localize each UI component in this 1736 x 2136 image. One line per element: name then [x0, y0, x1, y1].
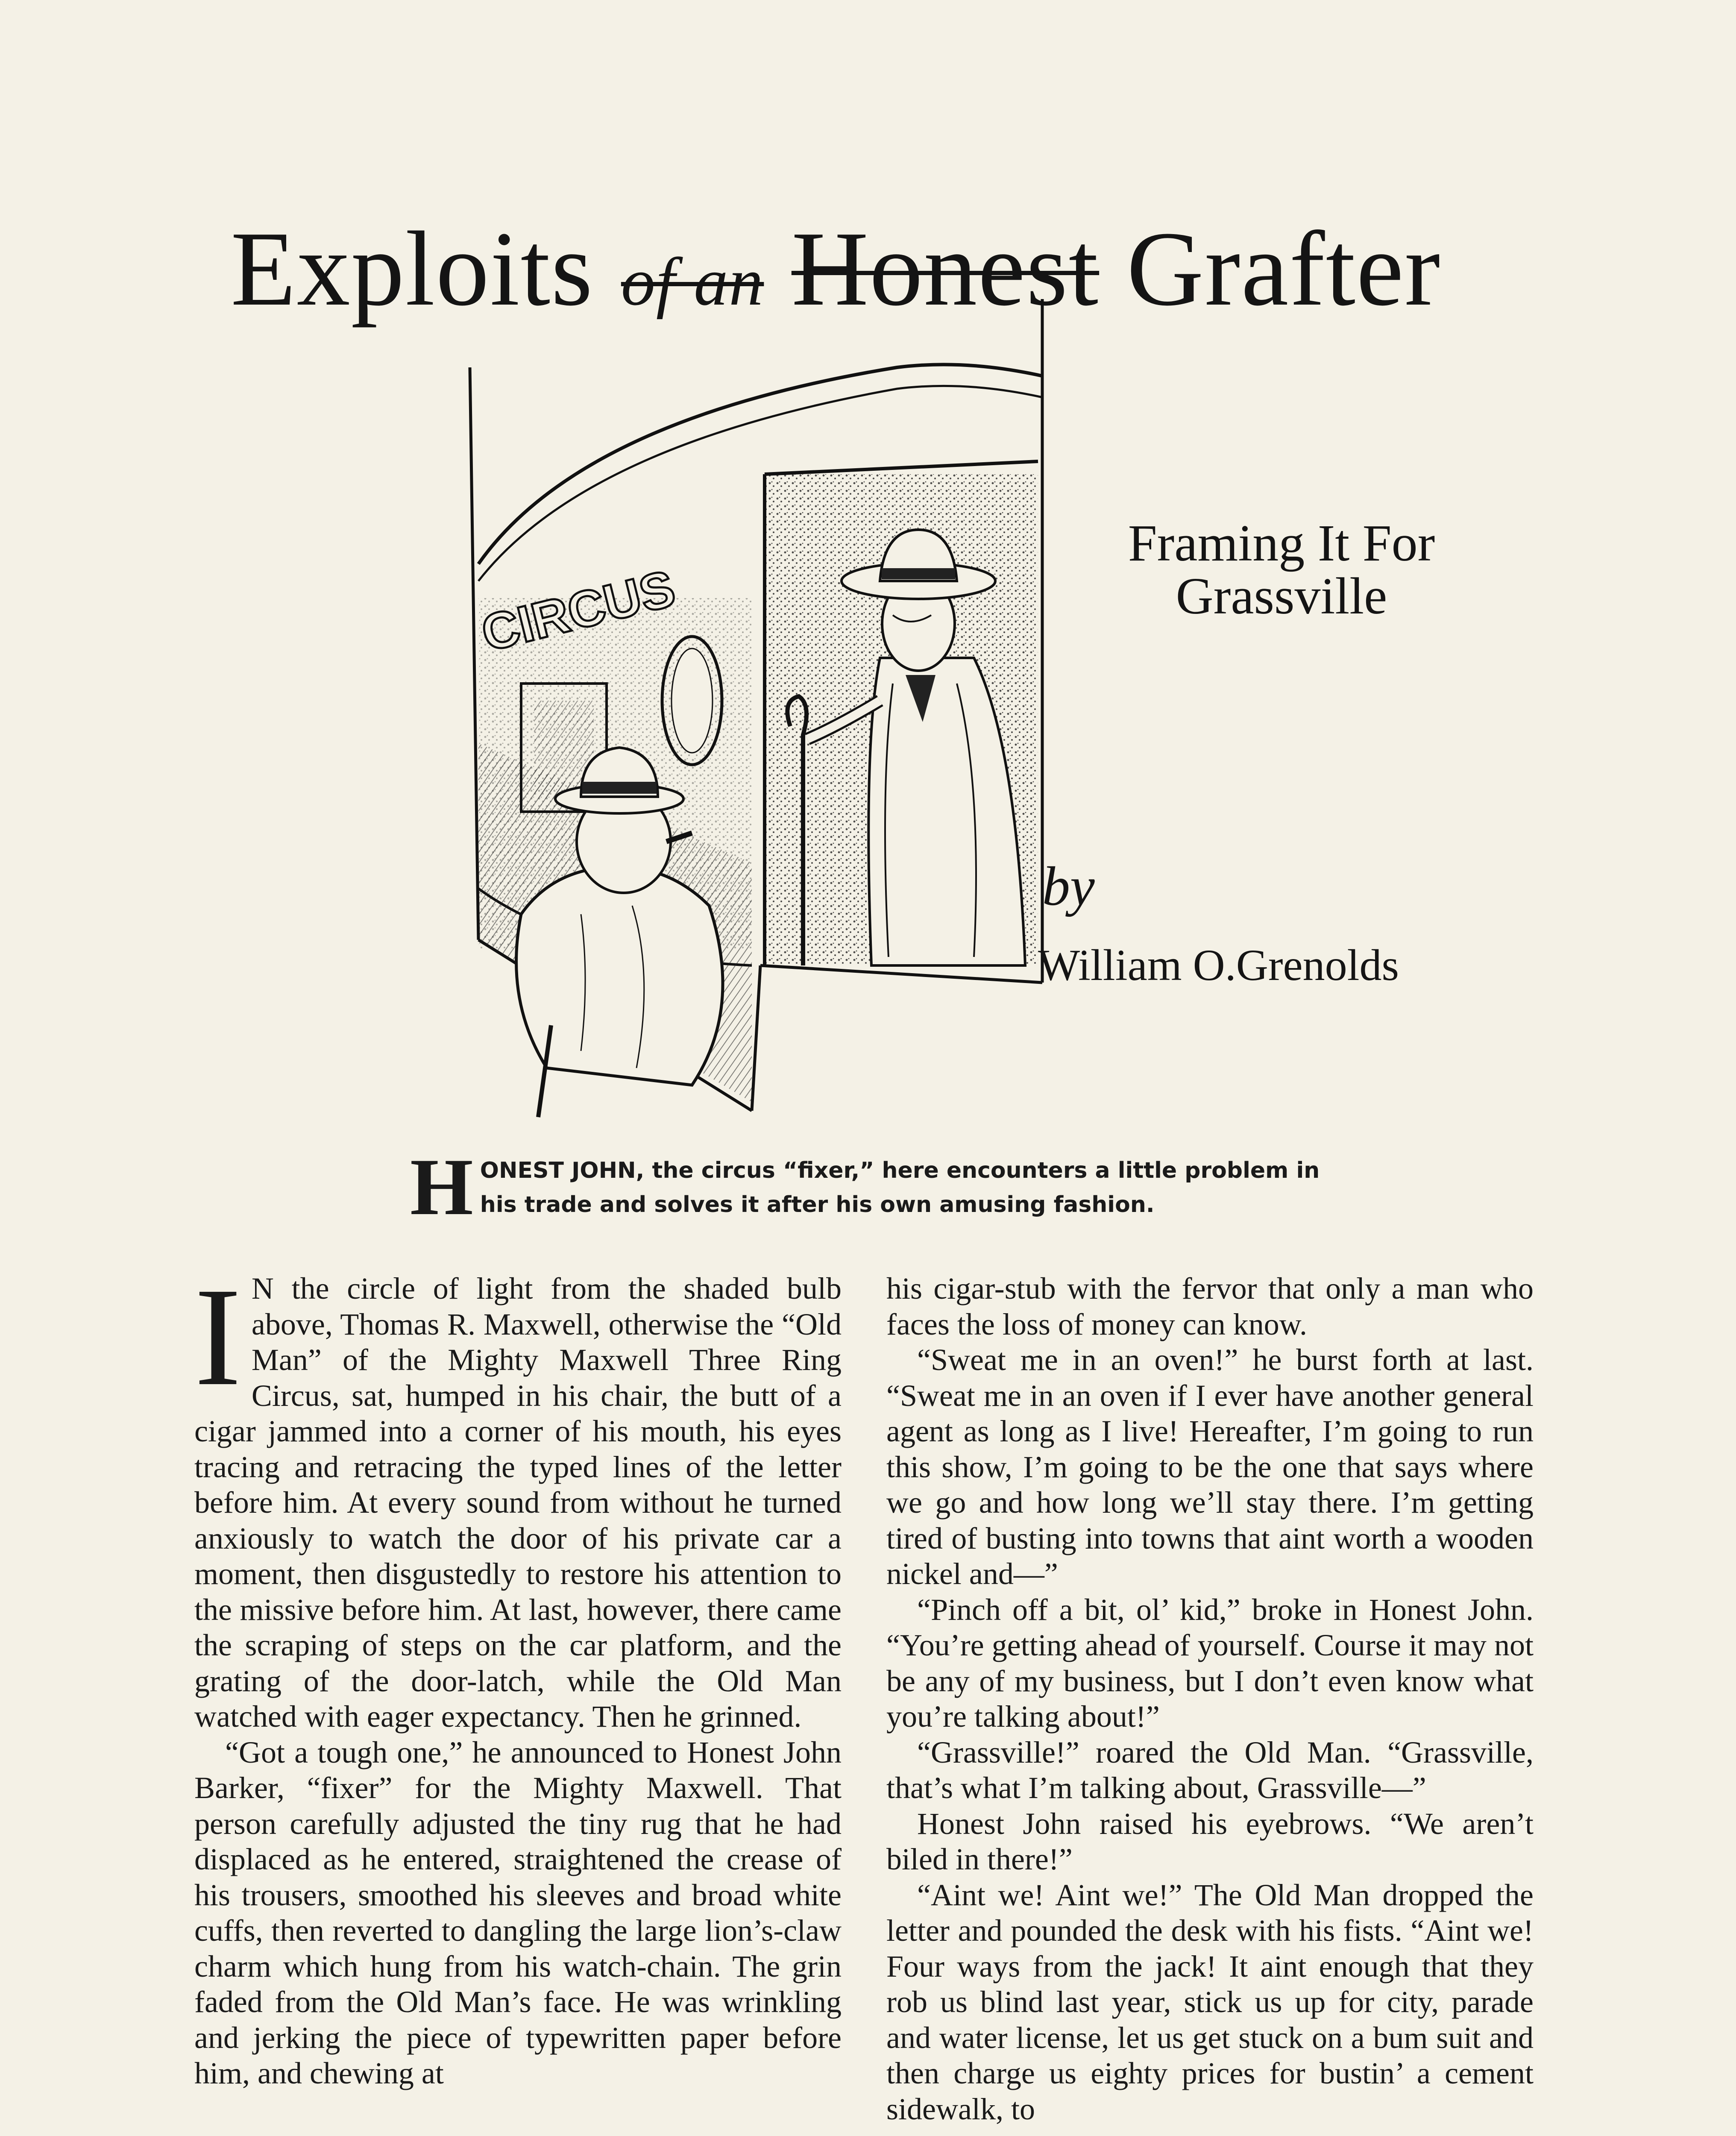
title-word-grafter: Grafter	[1126, 210, 1441, 328]
circus-car-illustration	[453, 273, 1059, 1119]
story-paragraph: “Grassville!” roared the Old Man. “Grassville, that’s what I’m talking about, Grassville—”	[886, 1735, 1534, 1805]
story-paragraph: “Sweat me in an oven!” he burst forth at last. “Sweat me in an oven if I ever have another general agent as long as I live! Hereafter, I’m going to run this show, I’m going to be the one that says where we go and how long we’ll stay there. I’m getting tired of busting into towns that aint worth a wooden nickel and—”	[886, 1343, 1534, 1591]
subtitle-line-2: Grassville	[1176, 567, 1387, 625]
byline-author: William O.Grenolds	[1038, 941, 1399, 990]
story-paragraph: Honest John raised his eyebrows. “We aren’t biled in there!”	[886, 1806, 1534, 1876]
story-column-right	[886, 1271, 1534, 2136]
title-word-exploits: Exploits	[231, 210, 594, 328]
story-paragraph: “Pinch off a bit, ol’ kid,” broke in Honest John. “You’re getting ahead of yourself. Course it may not be any of my business, but I don’t even know what you’re talking about!”	[886, 1592, 1534, 1734]
story-dek	[410, 1142, 1333, 1232]
drop-cap: I	[194, 1259, 241, 1415]
story-paragraph: “Aint we! Aint we!” The Old Man dropped the letter and pounded the desk with his fists. “Aint we! Four ways from the jack! It aint enough that they rob us blind last year, stick us up for city, parade and water license, let us get stuck on a bum suit and then charge us eighty prices for bustin’ a cement sidewalk, to	[886, 1878, 1534, 2126]
story-paragraph: I N the circle of light from the shaded bulb above, Thomas R. Maxwell, otherwise the “Old Man” of the Mighty Maxwell Three Ring Circus, sat, humped in his chair, the butt of a cigar jammed into a corner of his mouth, his eyes tracing and retracing the typed lines of the letter before him. At every sound from without he turned anxiously to watch the door of his private car a moment, then disgustedly to restore his attention to the missive before him. At last, however, there came the scraping of steps on the car platform, and the grating of the door-latch, while the Old Man watched with eager expectancy. Then he grinned.	[194, 1259, 842, 1734]
byline-by: by	[1042, 856, 1095, 917]
story-paragraph: his cigar-stub with the fervor that only a man who faces the loss of money can know.	[886, 1271, 1534, 1341]
dek-text: ONEST JOHN, the circus “fixer,” here encounters a little problem in his trade and solves it after his own amusing fashion.	[480, 1158, 1320, 1218]
subtitle-line-1: Framing It For	[1128, 514, 1435, 572]
title-word-honest: Honest	[791, 210, 1100, 328]
circus-sign: CIRCUS	[476, 559, 681, 663]
story-column-left	[194, 1259, 842, 2136]
story-paragraph: “Got a tough one,” he announced to Honest John Barker, “fixer” for the Mighty Maxwell. That person carefully adjusted the tiny rug that he had displaced as he entered, straightened the crease of his trousers, smoothed his sleeves and broad white cuffs, then reverted to dangling the large lion’s-claw charm which hung from his watch-chain. The grin faded from the Old Man’s face. He was wrinkling and jerking the piece of typewritten paper before him, and chewing at	[194, 1735, 842, 2090]
title-word-of-an: of an	[621, 244, 764, 320]
story-subtitle	[1047, 514, 1516, 625]
dek-initial: H	[410, 1142, 473, 1232]
